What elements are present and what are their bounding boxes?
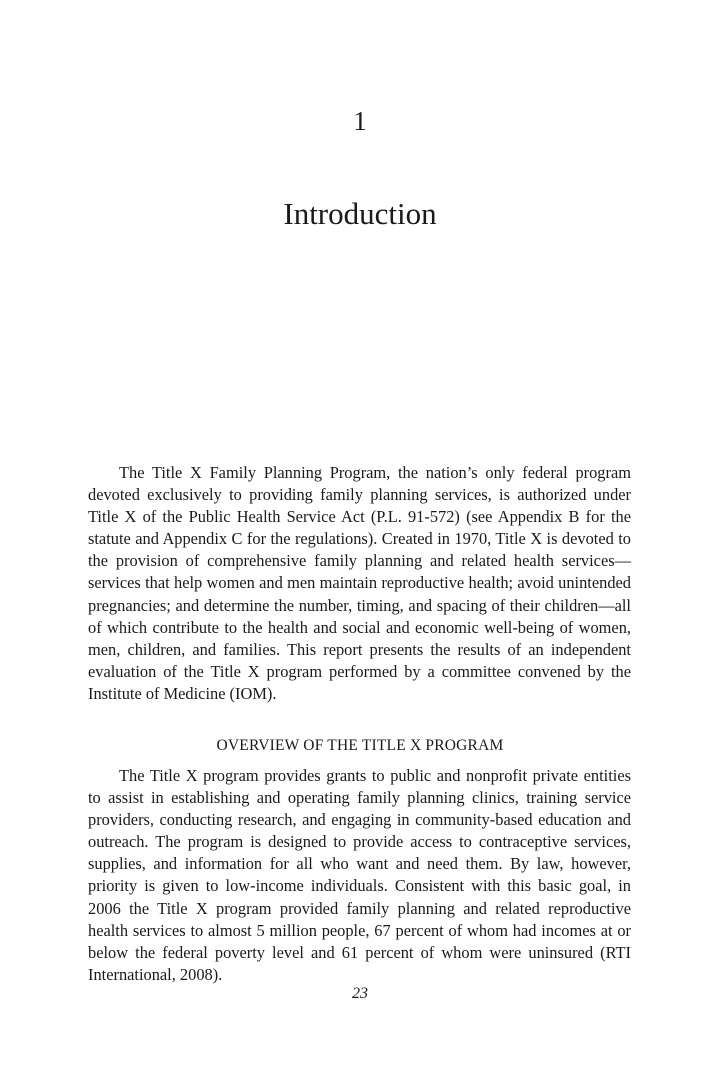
chapter-number: 1: [353, 106, 367, 136]
overview-paragraph: The Title X program provides grants to public and nonprofit private entities to assist in establishing and operating family planning clinics, training service providers, conducting research, and engaging in community-based education and outreach. The program is designed to provide access to contraceptive services, supplies, and information for all who want and need them. By law, however, priority is given to low-income individuals. Consistent with this basic goal, in 2006 the Title X program provided family planning and related reproductive health services to almost 5 million people, 67 percent of whom had incomes at or below the federal poverty level and 61 percent of whom were uninsured (RTI International, 2008).: [88, 766, 631, 984]
page-number: 23: [352, 985, 368, 1002]
chapter-title: Introduction: [283, 196, 437, 231]
section-heading: OVERVIEW OF THE TITLE X PROGRAM: [216, 737, 504, 754]
intro-paragraph: The Title X Family Planning Program, the nation’s only federal program devoted exclusively to providing family planning services, is authorized under Title X of the Public Health Service Act (P.L. 91-572) (see Appendix B for the statute and Appendix C for the regulations). Created in 1970, Title X is devoted to the provision of comprehensive family planning and related health services—services that help women and men maintain reproductive health; avoid unintended pregnancies; and determine the number, timing, and spacing of their children—all of which contribute to the health and social and economic well-being of women, men, children, and families. This report presents the results of an independent evaluation of the Title X program performed by a committee convened by the Institute of Medicine (IOM).: [88, 463, 631, 703]
intro-section: [88, 462, 631, 705]
overview-section: [88, 765, 631, 986]
